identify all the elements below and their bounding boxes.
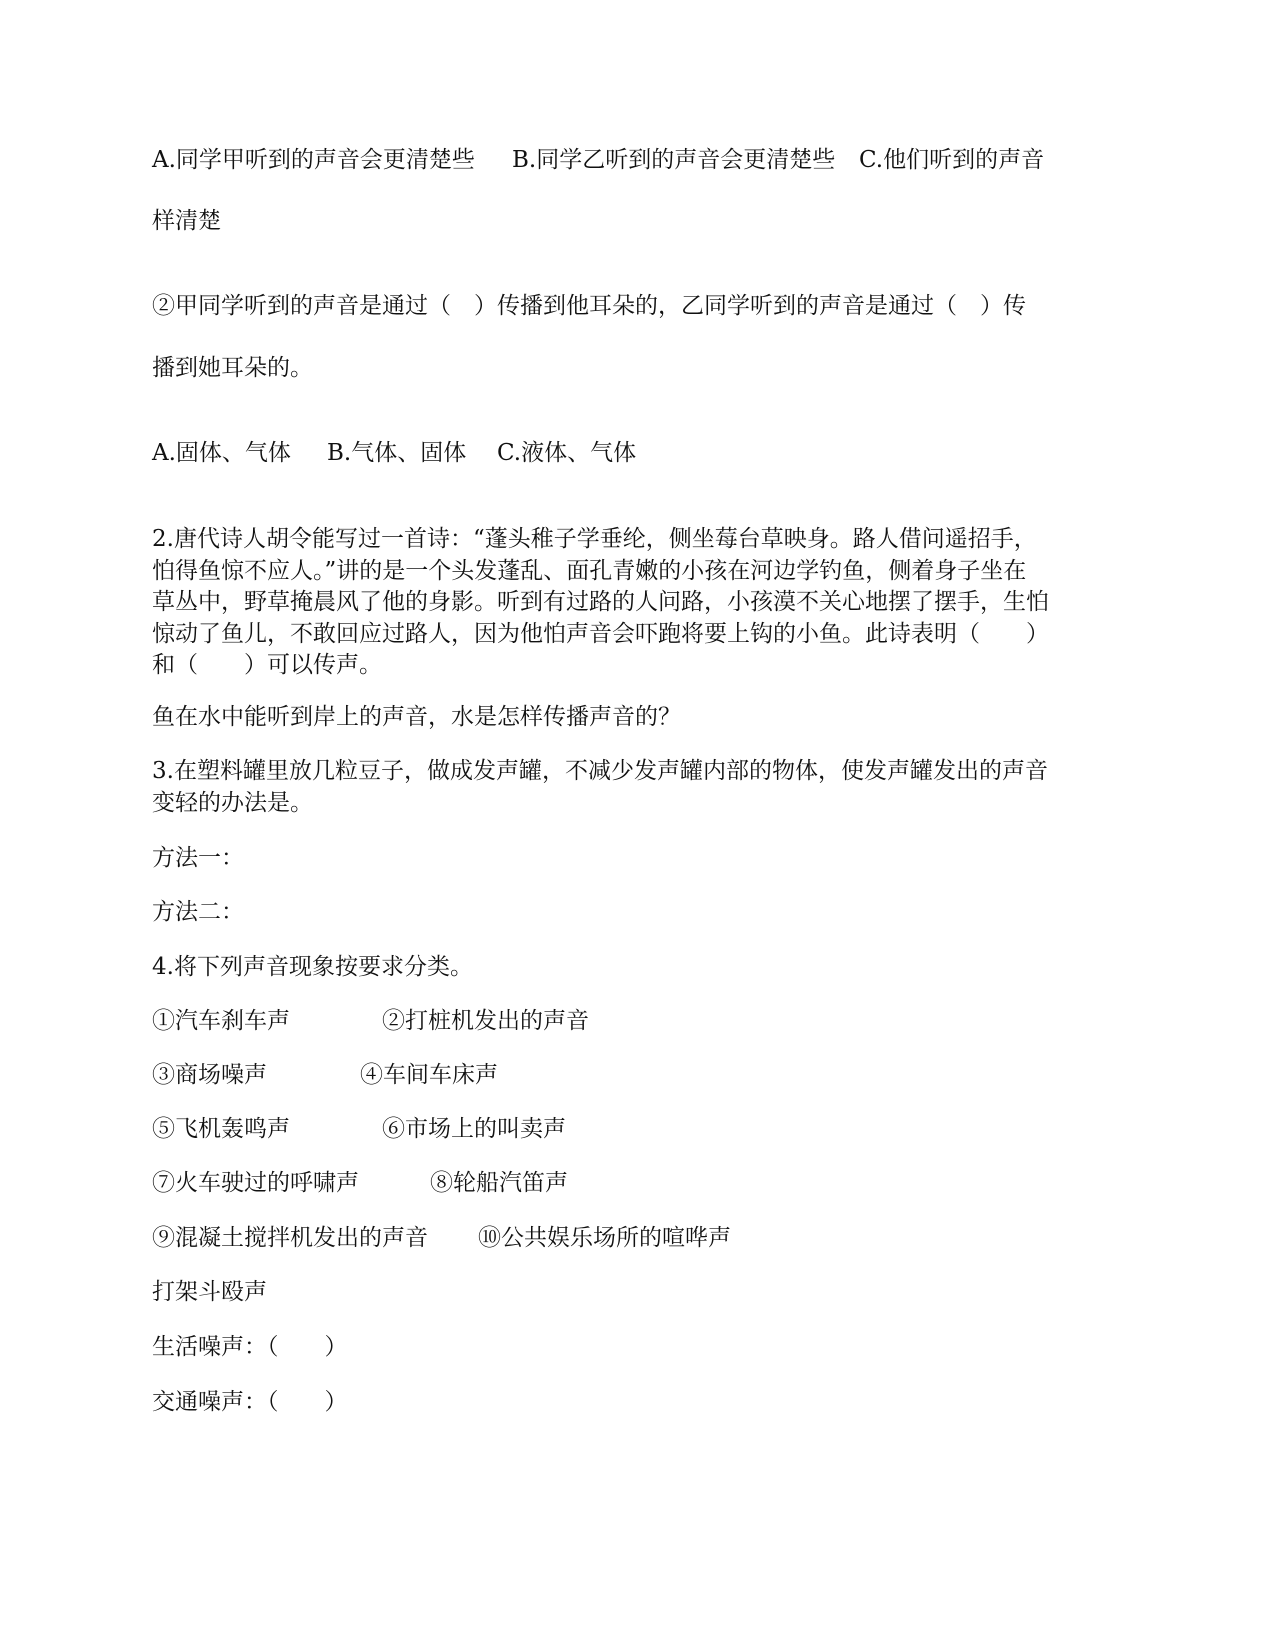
q4-item-row (152, 1060, 852, 1090)
q4-category-life: 生活噪声：（ ） (152, 1334, 348, 1360)
q4-item: ②打桩机发出的声音 (382, 1008, 589, 1034)
q4-item-row (152, 1168, 852, 1198)
q4-item: ③商场噪声 (152, 1062, 267, 1088)
q1-option-c: C.他们听到的声音 (859, 147, 1045, 173)
q4-item: ④车间车床声 (360, 1062, 498, 1088)
q3-paragraph (152, 756, 1132, 819)
q4-item: ①汽车刹车声 (152, 1008, 290, 1034)
q1-sub2-option-b: B.气体、固体 (327, 440, 467, 466)
q4-item: ⑧轮船汽笛声 (430, 1170, 568, 1196)
q4-title: 4.将下列声音现象按要求分类。 (152, 954, 473, 980)
q3-method1: 方法一： (152, 845, 244, 871)
q2-line: 和（ ）可以传声。 (152, 652, 382, 678)
q2-line: 怕得鱼惊不应人。”讲的是一个头发蓬乱、面孔青嫩的小孩在河边学钓鱼，侧着身子坐在 (152, 557, 1027, 584)
q1-option-c-continued: 样清楚 (152, 208, 221, 234)
q3-method2: 方法二： (152, 899, 244, 925)
q4-item: ⑦火车驶过的呼啸声 (152, 1170, 359, 1196)
q3-line: 变轻的办法是。 (152, 789, 313, 816)
q1-sub2-line2: 播到她耳朵的。 (152, 355, 313, 381)
q2-line: 草丛中，野草掩晨风了他的身影。听到有过路的人问路，小孩漠不关心地摆了摆手，生怕 (152, 589, 1049, 615)
q1-sub2-options (152, 438, 852, 468)
q1-option-b: B.同学乙听到的声音会更清楚些 (512, 147, 836, 173)
q2-line: 惊动了鱼儿，不敢回应过路人，因为他怕声音会吓跑将要上钩的小鱼。此诗表明（ ） (152, 620, 1049, 647)
q4-extra-item: 打架斗殴声 (152, 1279, 267, 1305)
q4-item-row (152, 1114, 852, 1144)
q2-line: 2.唐代诗人胡令能写过一首诗：“蓬头稚子学垂纶，侧坐莓台草映身。路人借问遥招手， (152, 526, 1037, 552)
q1-sub2-line1: ②甲同学听到的声音是通过（ ）传播到他耳朵的，乙同学听到的声音是通过（ ）传 (152, 293, 1026, 319)
q4-item-row (152, 1006, 852, 1036)
q2-followup: 鱼在水中能听到岸上的声音，水是怎样传播声音的？ (152, 704, 681, 730)
q4-item: ⑥市场上的叫卖声 (382, 1116, 566, 1142)
q1-sub2-option-a: A.固体、气体 (152, 440, 291, 466)
q1-options-line1 (152, 145, 1132, 175)
q4-category-traffic: 交通噪声：（ ） (152, 1389, 348, 1415)
q4-item-row (152, 1223, 912, 1253)
q3-line: 3.在塑料罐里放几粒豆子，做成发声罐，不减少发声罐内部的物体，使发声罐发出的声音 (152, 758, 1048, 784)
q2-paragraph (152, 524, 1132, 682)
q4-item: ⑤飞机轰鸣声 (152, 1116, 290, 1142)
q1-option-a: A.同学甲听到的声音会更清楚些 (152, 147, 475, 173)
q4-item: ⑩公共娱乐场所的喧哗声 (478, 1225, 731, 1251)
q4-item: ⑨混凝土搅拌机发出的声音 (152, 1225, 428, 1251)
q1-sub2-option-c: C.液体、气体 (497, 440, 637, 466)
